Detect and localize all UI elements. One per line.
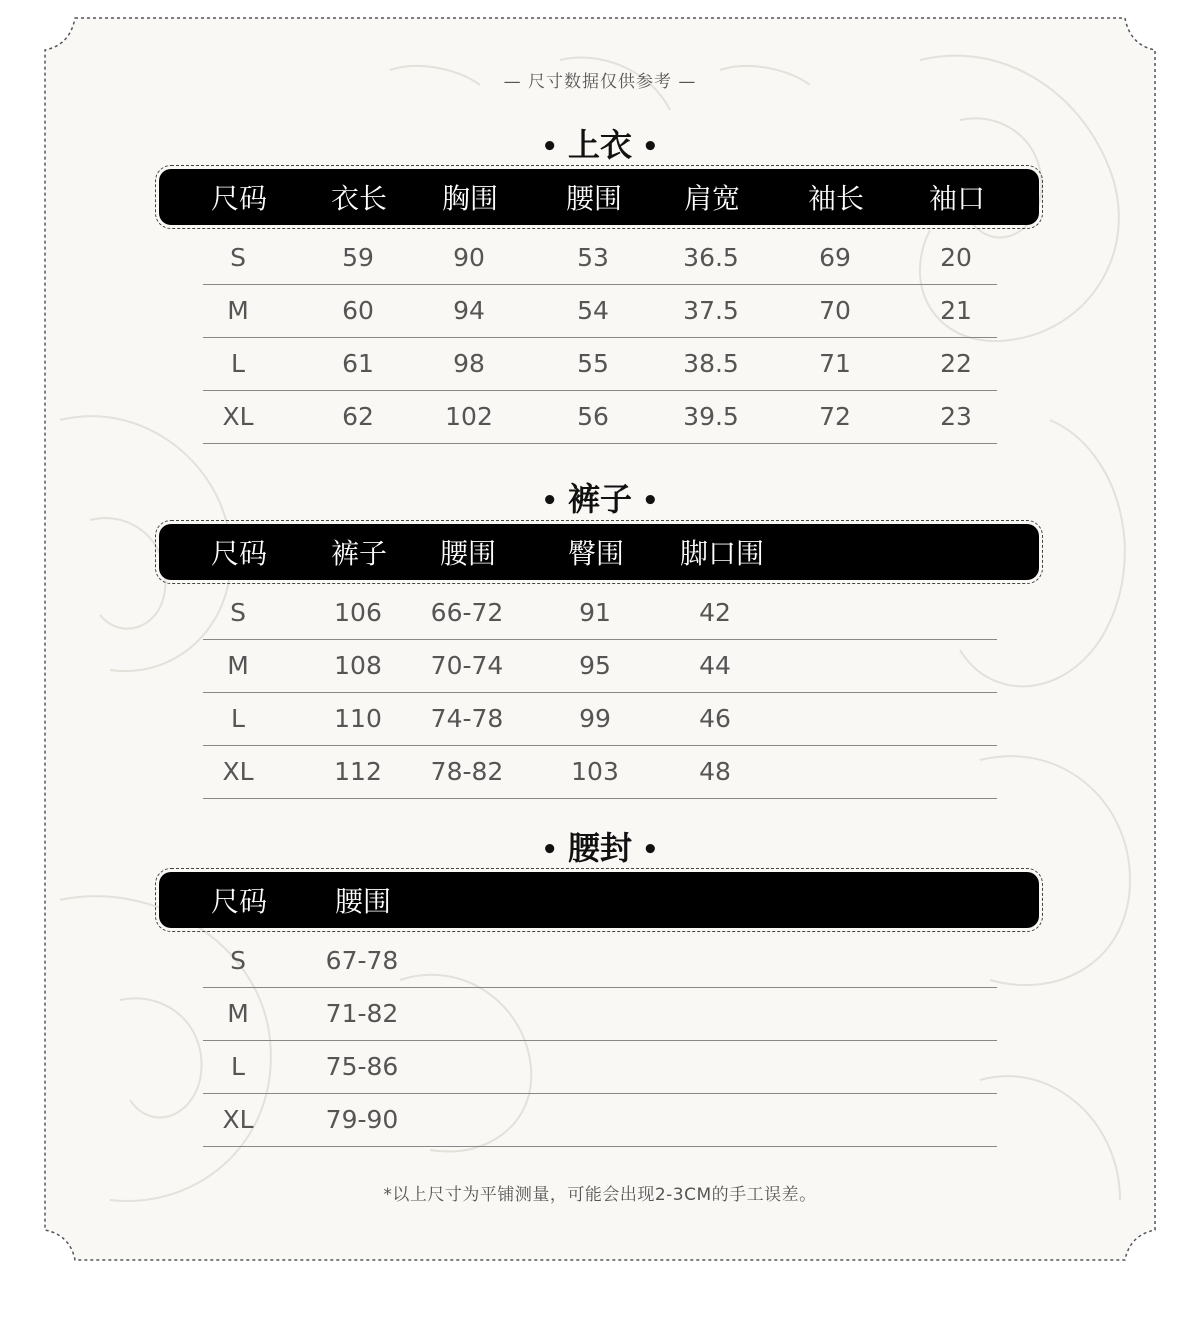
table-cell: 59	[342, 243, 374, 272]
table-row	[203, 987, 997, 1041]
table-cell: 61	[342, 349, 374, 378]
size-label: XL	[222, 402, 254, 431]
table-header-bar	[159, 872, 1039, 928]
size-label: L	[231, 349, 245, 378]
section-title	[0, 120, 1200, 166]
column-header: 尺码	[210, 885, 268, 918]
table-cell: 71-82	[325, 999, 399, 1028]
table-cell: 20	[940, 243, 972, 272]
column-header: 肩宽	[683, 182, 741, 215]
size-label: S	[230, 946, 246, 975]
table-cell: 38.5	[683, 349, 739, 378]
table-row	[203, 390, 997, 444]
table-cell: 72	[819, 402, 851, 431]
table-cell: 108	[334, 651, 382, 680]
table-cell: 22	[940, 349, 972, 378]
column-header: 腰围	[439, 537, 497, 570]
column-header: 腰围	[334, 885, 392, 918]
table-cell: 39.5	[683, 402, 739, 431]
measurement-disclaimer: *以上尺寸为平铺测量，可能会出现2-3CM的手工误差。	[383, 1185, 817, 1205]
column-header: 胸围	[441, 182, 499, 215]
column-header: 袖长	[807, 182, 865, 215]
size-label: L	[231, 704, 245, 733]
table-header	[155, 165, 1043, 229]
table-header	[155, 520, 1043, 584]
table-row	[203, 934, 997, 988]
table-row	[203, 1040, 997, 1094]
table-cell: 103	[571, 757, 619, 786]
table-row	[203, 639, 997, 693]
table-row	[203, 692, 997, 746]
table-cell: 78-82	[430, 757, 504, 786]
title-dot-icon: •	[642, 132, 659, 162]
table-header-bar	[159, 169, 1039, 225]
table-cell: 94	[453, 296, 485, 325]
table-row	[203, 1093, 997, 1147]
table-header-bar	[159, 524, 1039, 580]
table-header	[155, 868, 1043, 932]
section-title-text: 上衣	[567, 126, 632, 164]
table-cell: 55	[577, 349, 609, 378]
table-cell: 44	[699, 651, 731, 680]
size-label: XL	[222, 757, 254, 786]
table-cell: 67-78	[325, 946, 399, 975]
title-dot-icon: •	[642, 835, 659, 865]
column-header: 衣长	[330, 182, 388, 215]
table-cell: 90	[453, 243, 485, 272]
table-cell: 46	[699, 704, 731, 733]
table-cell: 62	[342, 402, 374, 431]
column-header: 腰围	[565, 182, 623, 215]
section-title-text: 裤子	[567, 480, 632, 518]
column-header: 尺码	[210, 182, 268, 215]
table-cell: 56	[577, 402, 609, 431]
section-title	[0, 823, 1200, 869]
title-dot-icon: •	[642, 486, 659, 516]
section-title	[0, 474, 1200, 520]
table-cell: 21	[940, 296, 972, 325]
table-cell: 69	[819, 243, 851, 272]
column-header: 臀围	[567, 537, 625, 570]
table-cell: 70	[819, 296, 851, 325]
title-dot-icon: •	[541, 486, 558, 516]
table-cell: 75-86	[325, 1052, 399, 1081]
table-row	[203, 284, 997, 338]
table-cell: 71	[819, 349, 851, 378]
table-cell: 112	[334, 757, 382, 786]
table-cell: 37.5	[683, 296, 739, 325]
table-cell: 74-78	[430, 704, 504, 733]
column-header: 袖口	[928, 182, 986, 215]
table-cell: 70-74	[430, 651, 504, 680]
table-cell: 60	[342, 296, 374, 325]
table-row	[203, 586, 997, 640]
size-label: L	[231, 1052, 245, 1081]
reference-note: — 尺寸数据仅供参考 —	[503, 72, 697, 92]
table-cell: 102	[445, 402, 493, 431]
table-cell: 91	[579, 598, 611, 627]
title-dot-icon: •	[541, 835, 558, 865]
table-row	[203, 337, 997, 391]
table-cell: 110	[334, 704, 382, 733]
table-cell: 66-72	[430, 598, 504, 627]
table-row	[203, 231, 997, 285]
size-label: S	[230, 243, 246, 272]
table-row	[203, 745, 997, 799]
table-cell: 53	[577, 243, 609, 272]
table-cell: 36.5	[683, 243, 739, 272]
size-label: XL	[222, 1105, 254, 1134]
table-cell: 106	[334, 598, 382, 627]
title-dot-icon: •	[541, 132, 558, 162]
table-cell: 23	[940, 402, 972, 431]
column-header: 尺码	[210, 537, 268, 570]
table-cell: 95	[579, 651, 611, 680]
column-header: 脚口围	[679, 537, 765, 570]
size-label: M	[227, 296, 249, 325]
table-cell: 79-90	[325, 1105, 399, 1134]
table-cell: 42	[699, 598, 731, 627]
table-cell: 54	[577, 296, 609, 325]
section-title-text: 腰封	[567, 829, 632, 867]
table-cell: 98	[453, 349, 485, 378]
size-label: M	[227, 999, 249, 1028]
table-cell: 99	[579, 704, 611, 733]
column-header: 裤子	[330, 537, 388, 570]
table-cell: 48	[699, 757, 731, 786]
size-label: M	[227, 651, 249, 680]
size-label: S	[230, 598, 246, 627]
